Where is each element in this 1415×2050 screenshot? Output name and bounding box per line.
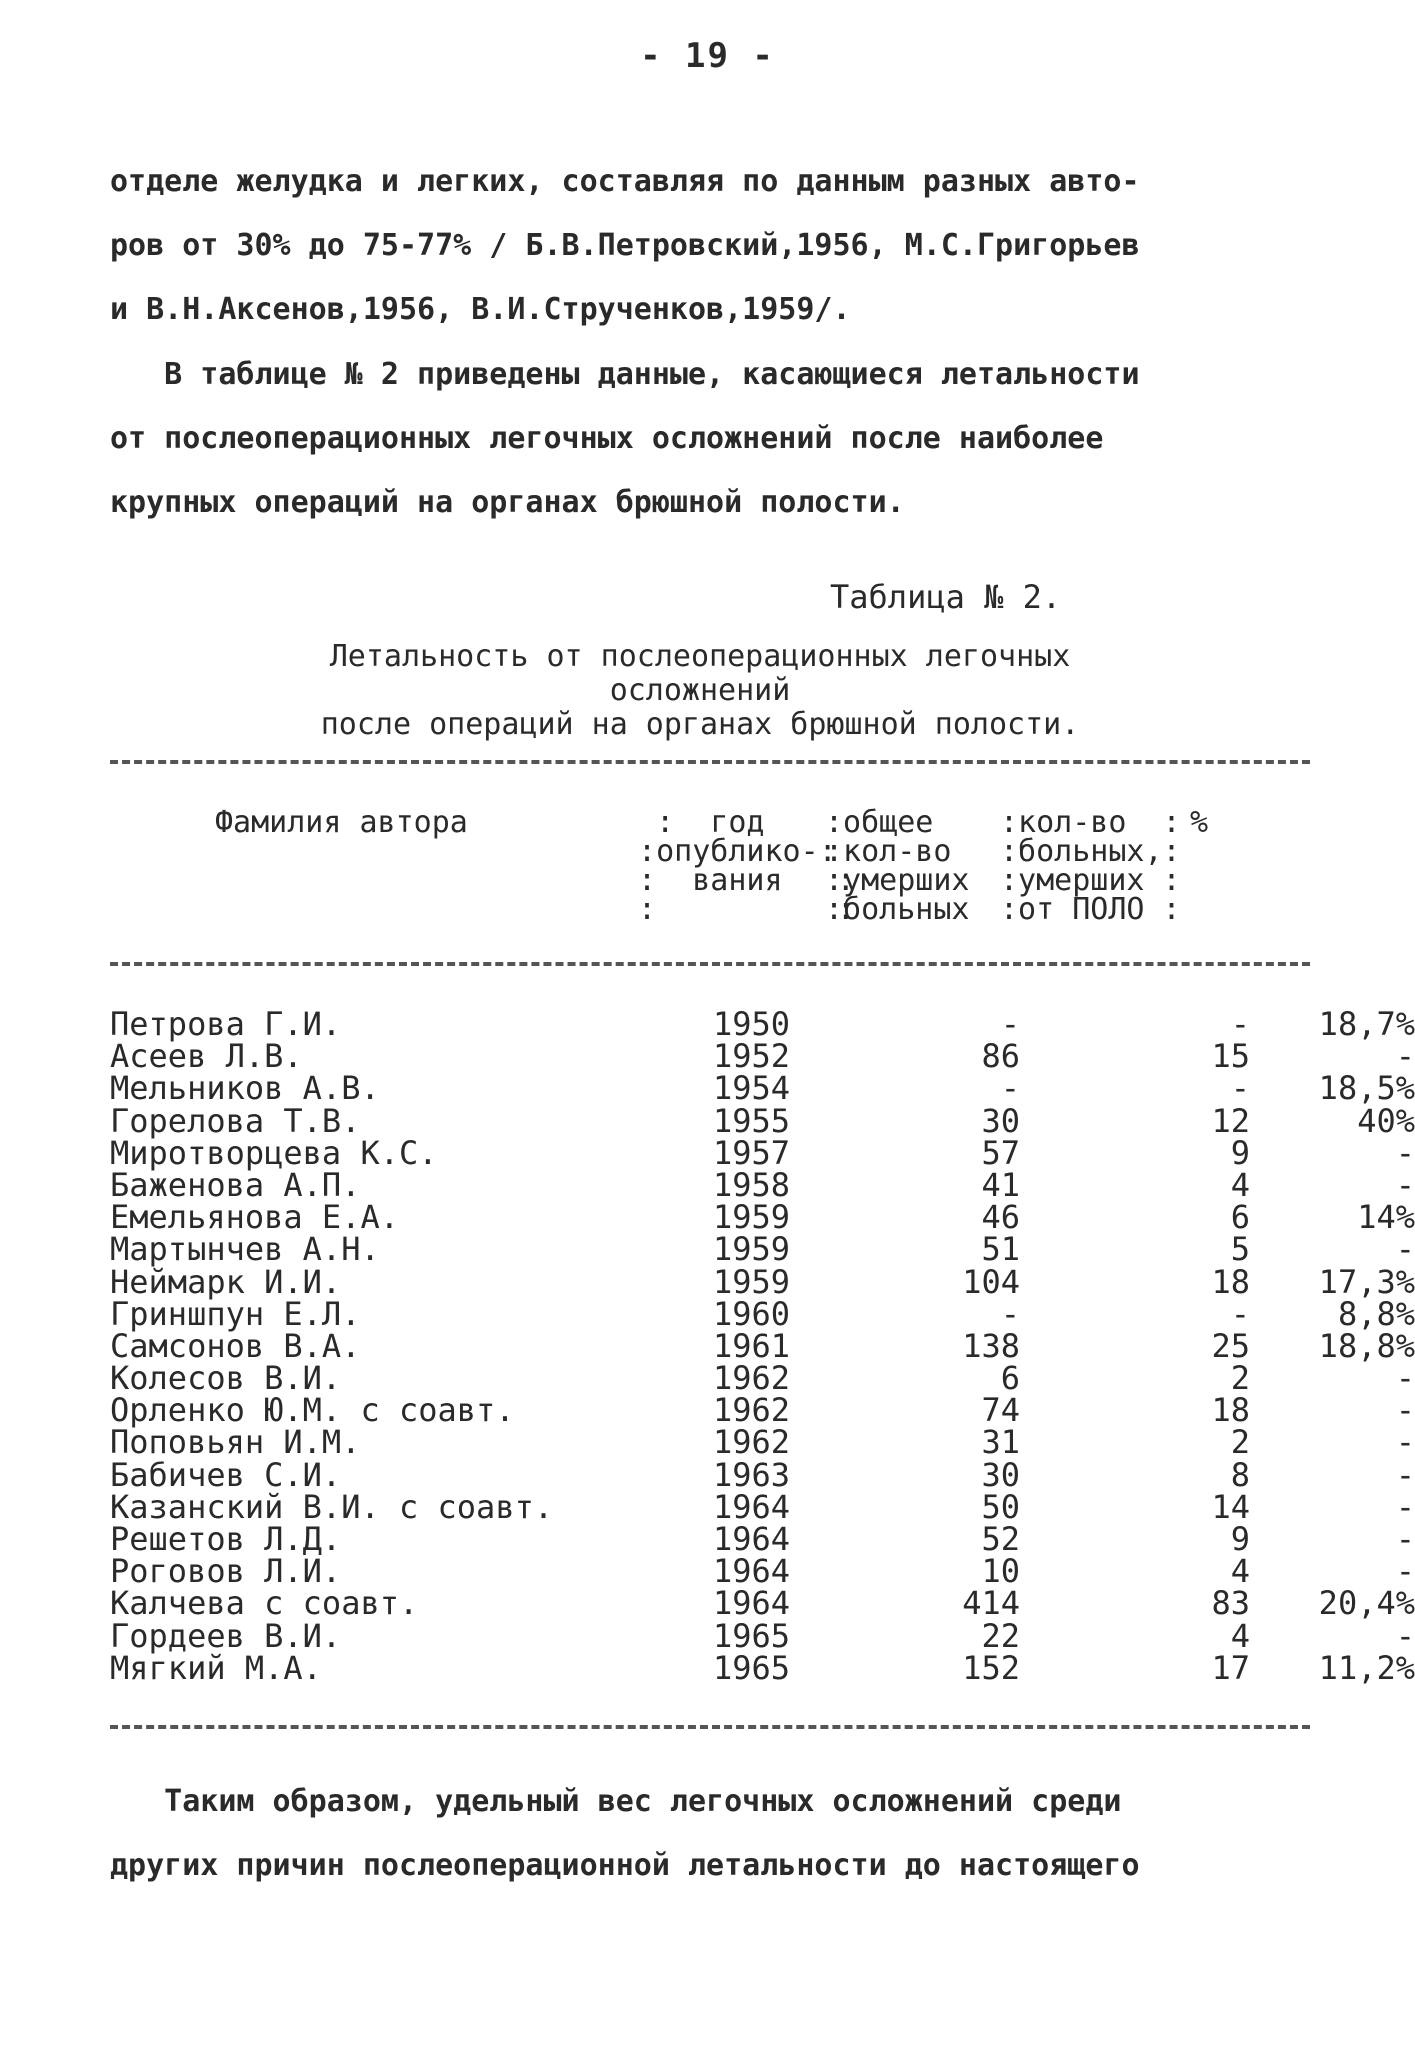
text-line: крупных операций на органах брюшной полости. — [110, 485, 905, 520]
cell-total: 50 — [981, 1487, 1020, 1526]
cell-total: 152 — [962, 1648, 1020, 1687]
cell-percent: 14% — [1357, 1198, 1415, 1237]
cell-author: Калчева с соавт. — [110, 1584, 419, 1623]
cell-died: 6 — [1230, 1198, 1250, 1237]
table-row — [110, 1101, 1415, 1140]
table-row — [110, 1584, 1415, 1623]
cell-died: 18 — [1211, 1391, 1250, 1430]
cell-percent: - — [1395, 1552, 1415, 1591]
cell-year: 1952 — [712, 1037, 790, 1076]
paragraph-table-reference — [110, 343, 1310, 535]
cell-author: Колесов В.И. — [110, 1359, 342, 1398]
cell-died: 9 — [1230, 1520, 1250, 1558]
cell-total: 31 — [981, 1423, 1020, 1462]
cell-died: 4 — [1230, 1616, 1250, 1655]
text-line: других причин послеоперационной летальности до настоящего — [110, 1848, 1140, 1883]
table-row — [110, 1230, 1415, 1269]
page-number: - 19 - — [640, 36, 775, 76]
text-line: от послеоперационных легочных осложнений после наиболее — [110, 421, 1104, 456]
cell-percent: 8,8% — [1337, 1294, 1415, 1333]
cell-percent: 11,2% — [1318, 1648, 1415, 1687]
cell-author: Роговов Л.И. — [110, 1552, 342, 1591]
table-row — [110, 1520, 1415, 1558]
cell-total: 52 — [981, 1520, 1020, 1558]
cell-year: 1959 — [712, 1262, 790, 1301]
cell-author: Решетов Л.Д. — [110, 1520, 342, 1558]
cell-year: 1964 — [712, 1487, 790, 1526]
cell-died: 2 — [1230, 1423, 1250, 1462]
cell-year: 1960 — [712, 1294, 790, 1333]
cell-died: 17 — [1211, 1648, 1250, 1687]
cell-percent: 18,7% — [1318, 1005, 1415, 1043]
cell-total: 30 — [981, 1455, 1020, 1494]
cell-died: 14 — [1211, 1487, 1250, 1526]
table-row — [110, 1069, 1415, 1108]
cell-percent: - — [1395, 1487, 1415, 1526]
cell-year: 1963 — [712, 1455, 790, 1494]
cell-total: 86 — [981, 1037, 1020, 1076]
cell-total: 10 — [981, 1552, 1020, 1591]
cell-died: 4 — [1230, 1165, 1250, 1204]
cell-author: Гордеев В.И. — [110, 1616, 342, 1655]
cell-percent: - — [1395, 1037, 1415, 1076]
cell-died: 9 — [1230, 1133, 1250, 1172]
cell-died: 8 — [1230, 1455, 1250, 1494]
cell-died: 15 — [1211, 1037, 1250, 1076]
cell-died: 4 — [1230, 1552, 1250, 1591]
table-title-line: после операций на органах брюшной полости. — [320, 707, 1080, 742]
paragraph-conclusion — [110, 1770, 1310, 1898]
table-row — [110, 1037, 1415, 1076]
cell-died: 12 — [1211, 1101, 1250, 1140]
cell-author: Петрова Г.И. — [110, 1005, 342, 1043]
cell-percent: - — [1395, 1359, 1415, 1398]
table-row — [110, 1552, 1415, 1591]
header-bottom-rule — [110, 962, 1310, 966]
text-line: В таблице № 2 приведены данные, касающиеся летальности — [110, 357, 1140, 392]
text-line: Таким образом, удельный вес легочных осложнений среди — [110, 1784, 1122, 1819]
cell-year: 1955 — [712, 1101, 790, 1140]
cell-author: Баженова А.П. — [110, 1165, 361, 1204]
cell-percent: - — [1395, 1520, 1415, 1558]
cell-author: Емельянова Е.А. — [110, 1198, 399, 1237]
text-line: ров от 30% до 75-77% / Б.В.Петровский,1956, М.С.Григорьев — [110, 228, 1140, 263]
table-body — [110, 1005, 1415, 1687]
cell-year: 1964 — [712, 1552, 790, 1591]
cell-year: 1958 — [712, 1165, 790, 1204]
cell-percent: 18,5% — [1318, 1069, 1415, 1108]
cell-percent: 18,8% — [1318, 1326, 1415, 1365]
cell-total: 74 — [981, 1391, 1020, 1430]
table-row — [110, 1165, 1415, 1204]
cell-year: 1965 — [712, 1648, 790, 1687]
table-row — [110, 1616, 1415, 1655]
cell-percent: - — [1395, 1230, 1415, 1269]
cell-total: - — [1000, 1294, 1020, 1333]
cell-author: Мягкий М.А. — [110, 1648, 322, 1687]
table-row — [110, 1133, 1415, 1172]
cell-year: 1962 — [712, 1359, 790, 1398]
cell-died: 18 — [1211, 1262, 1250, 1301]
table-title — [240, 640, 1160, 742]
cell-percent: - — [1395, 1133, 1415, 1172]
cell-died: 2 — [1230, 1359, 1250, 1398]
cell-year: 1954 — [712, 1069, 790, 1108]
cell-percent: 20,4% — [1318, 1584, 1415, 1623]
cell-total: 46 — [981, 1198, 1020, 1237]
cell-percent: - — [1395, 1616, 1415, 1655]
cell-died: - — [1230, 1005, 1250, 1043]
cell-total: 138 — [962, 1326, 1020, 1365]
cell-total: - — [1000, 1005, 1020, 1043]
table-title-line: Летальность от послеоперационных легочных — [329, 639, 1071, 674]
cell-died: 83 — [1211, 1584, 1250, 1623]
table-title-line: осложнений — [609, 673, 791, 708]
header-died: :кол-во : :больных,: :умерших : :от ПОЛО : — [1000, 805, 1181, 927]
cell-author: Асеев Л.В. — [110, 1037, 303, 1076]
header-author: Фамилия автора — [215, 805, 468, 840]
table-row — [110, 1262, 1415, 1301]
cell-author: Мельников А.В. — [110, 1069, 380, 1108]
header-total: :общее :кол-во :умерших :больных — [825, 805, 970, 927]
cell-total: 51 — [981, 1230, 1020, 1269]
cell-year: 1957 — [712, 1133, 790, 1172]
cell-author: Гриншпун Е.Л. — [110, 1294, 361, 1333]
cell-year: 1959 — [712, 1230, 790, 1269]
table-top-rule — [110, 760, 1310, 764]
table-bottom-rule — [110, 1725, 1310, 1729]
cell-author: Самсонов В.А. — [110, 1326, 361, 1365]
cell-died: 25 — [1211, 1326, 1250, 1365]
cell-percent: 40% — [1357, 1101, 1415, 1140]
cell-year: 1950 — [712, 1005, 790, 1043]
text-line: и В.Н.Аксенов,1956, В.И.Струченков,1959/. — [110, 292, 851, 327]
cell-total: 104 — [962, 1262, 1020, 1301]
cell-total: 6 — [1000, 1359, 1020, 1398]
table-row — [110, 1455, 1415, 1494]
cell-year: 1962 — [712, 1423, 790, 1462]
cell-author: Орленко Ю.М. с соавт. — [110, 1391, 515, 1430]
header-percent: % — [1190, 805, 1209, 840]
cell-total: - — [1000, 1069, 1020, 1108]
cell-year: 1961 — [712, 1326, 790, 1365]
cell-percent: - — [1395, 1423, 1415, 1462]
cell-total: 22 — [981, 1616, 1020, 1655]
cell-total: 57 — [981, 1133, 1020, 1172]
cell-author: Неймарк И.И. — [110, 1262, 342, 1301]
text-line: отделе желудка и легких, составляя по данным разных авто- — [110, 164, 1140, 199]
cell-total: 41 — [981, 1165, 1020, 1204]
cell-year: 1962 — [712, 1391, 790, 1430]
cell-author: Бабичев С.И. — [110, 1455, 342, 1494]
cell-author: Поповьян И.М. — [110, 1423, 361, 1462]
cell-percent: - — [1395, 1455, 1415, 1494]
table-row — [110, 1294, 1415, 1333]
cell-year: 1964 — [712, 1520, 790, 1558]
cell-year: 1965 — [712, 1616, 790, 1655]
cell-percent: - — [1395, 1391, 1415, 1430]
table-row — [110, 1359, 1415, 1398]
cell-died: - — [1230, 1069, 1250, 1108]
cell-year: 1964 — [712, 1584, 790, 1623]
table-row — [110, 1198, 1415, 1237]
table-row — [110, 1648, 1415, 1687]
paragraph-intro — [110, 150, 1310, 342]
table-row — [110, 1391, 1415, 1430]
cell-year: 1959 — [712, 1198, 790, 1237]
table-label: Таблица № 2. — [830, 578, 1062, 616]
cell-died: 5 — [1230, 1230, 1250, 1269]
cell-died: - — [1230, 1294, 1250, 1333]
table-row — [110, 1487, 1415, 1526]
cell-author: Горелова Т.В. — [110, 1101, 361, 1140]
cell-author: Казанский В.И. с соавт. — [110, 1487, 554, 1526]
cell-percent: 17,3% — [1318, 1262, 1415, 1301]
table-row — [110, 1423, 1415, 1462]
cell-total: 414 — [962, 1584, 1020, 1623]
header-year: : год :опублико-: : вания : : : — [638, 805, 855, 927]
cell-author: Миротворцева К.С. — [110, 1133, 438, 1172]
table-row — [110, 1005, 1415, 1043]
cell-author: Мартынчев А.Н. — [110, 1230, 380, 1269]
cell-total: 30 — [981, 1101, 1020, 1140]
table-row — [110, 1326, 1415, 1365]
cell-percent: - — [1395, 1165, 1415, 1204]
